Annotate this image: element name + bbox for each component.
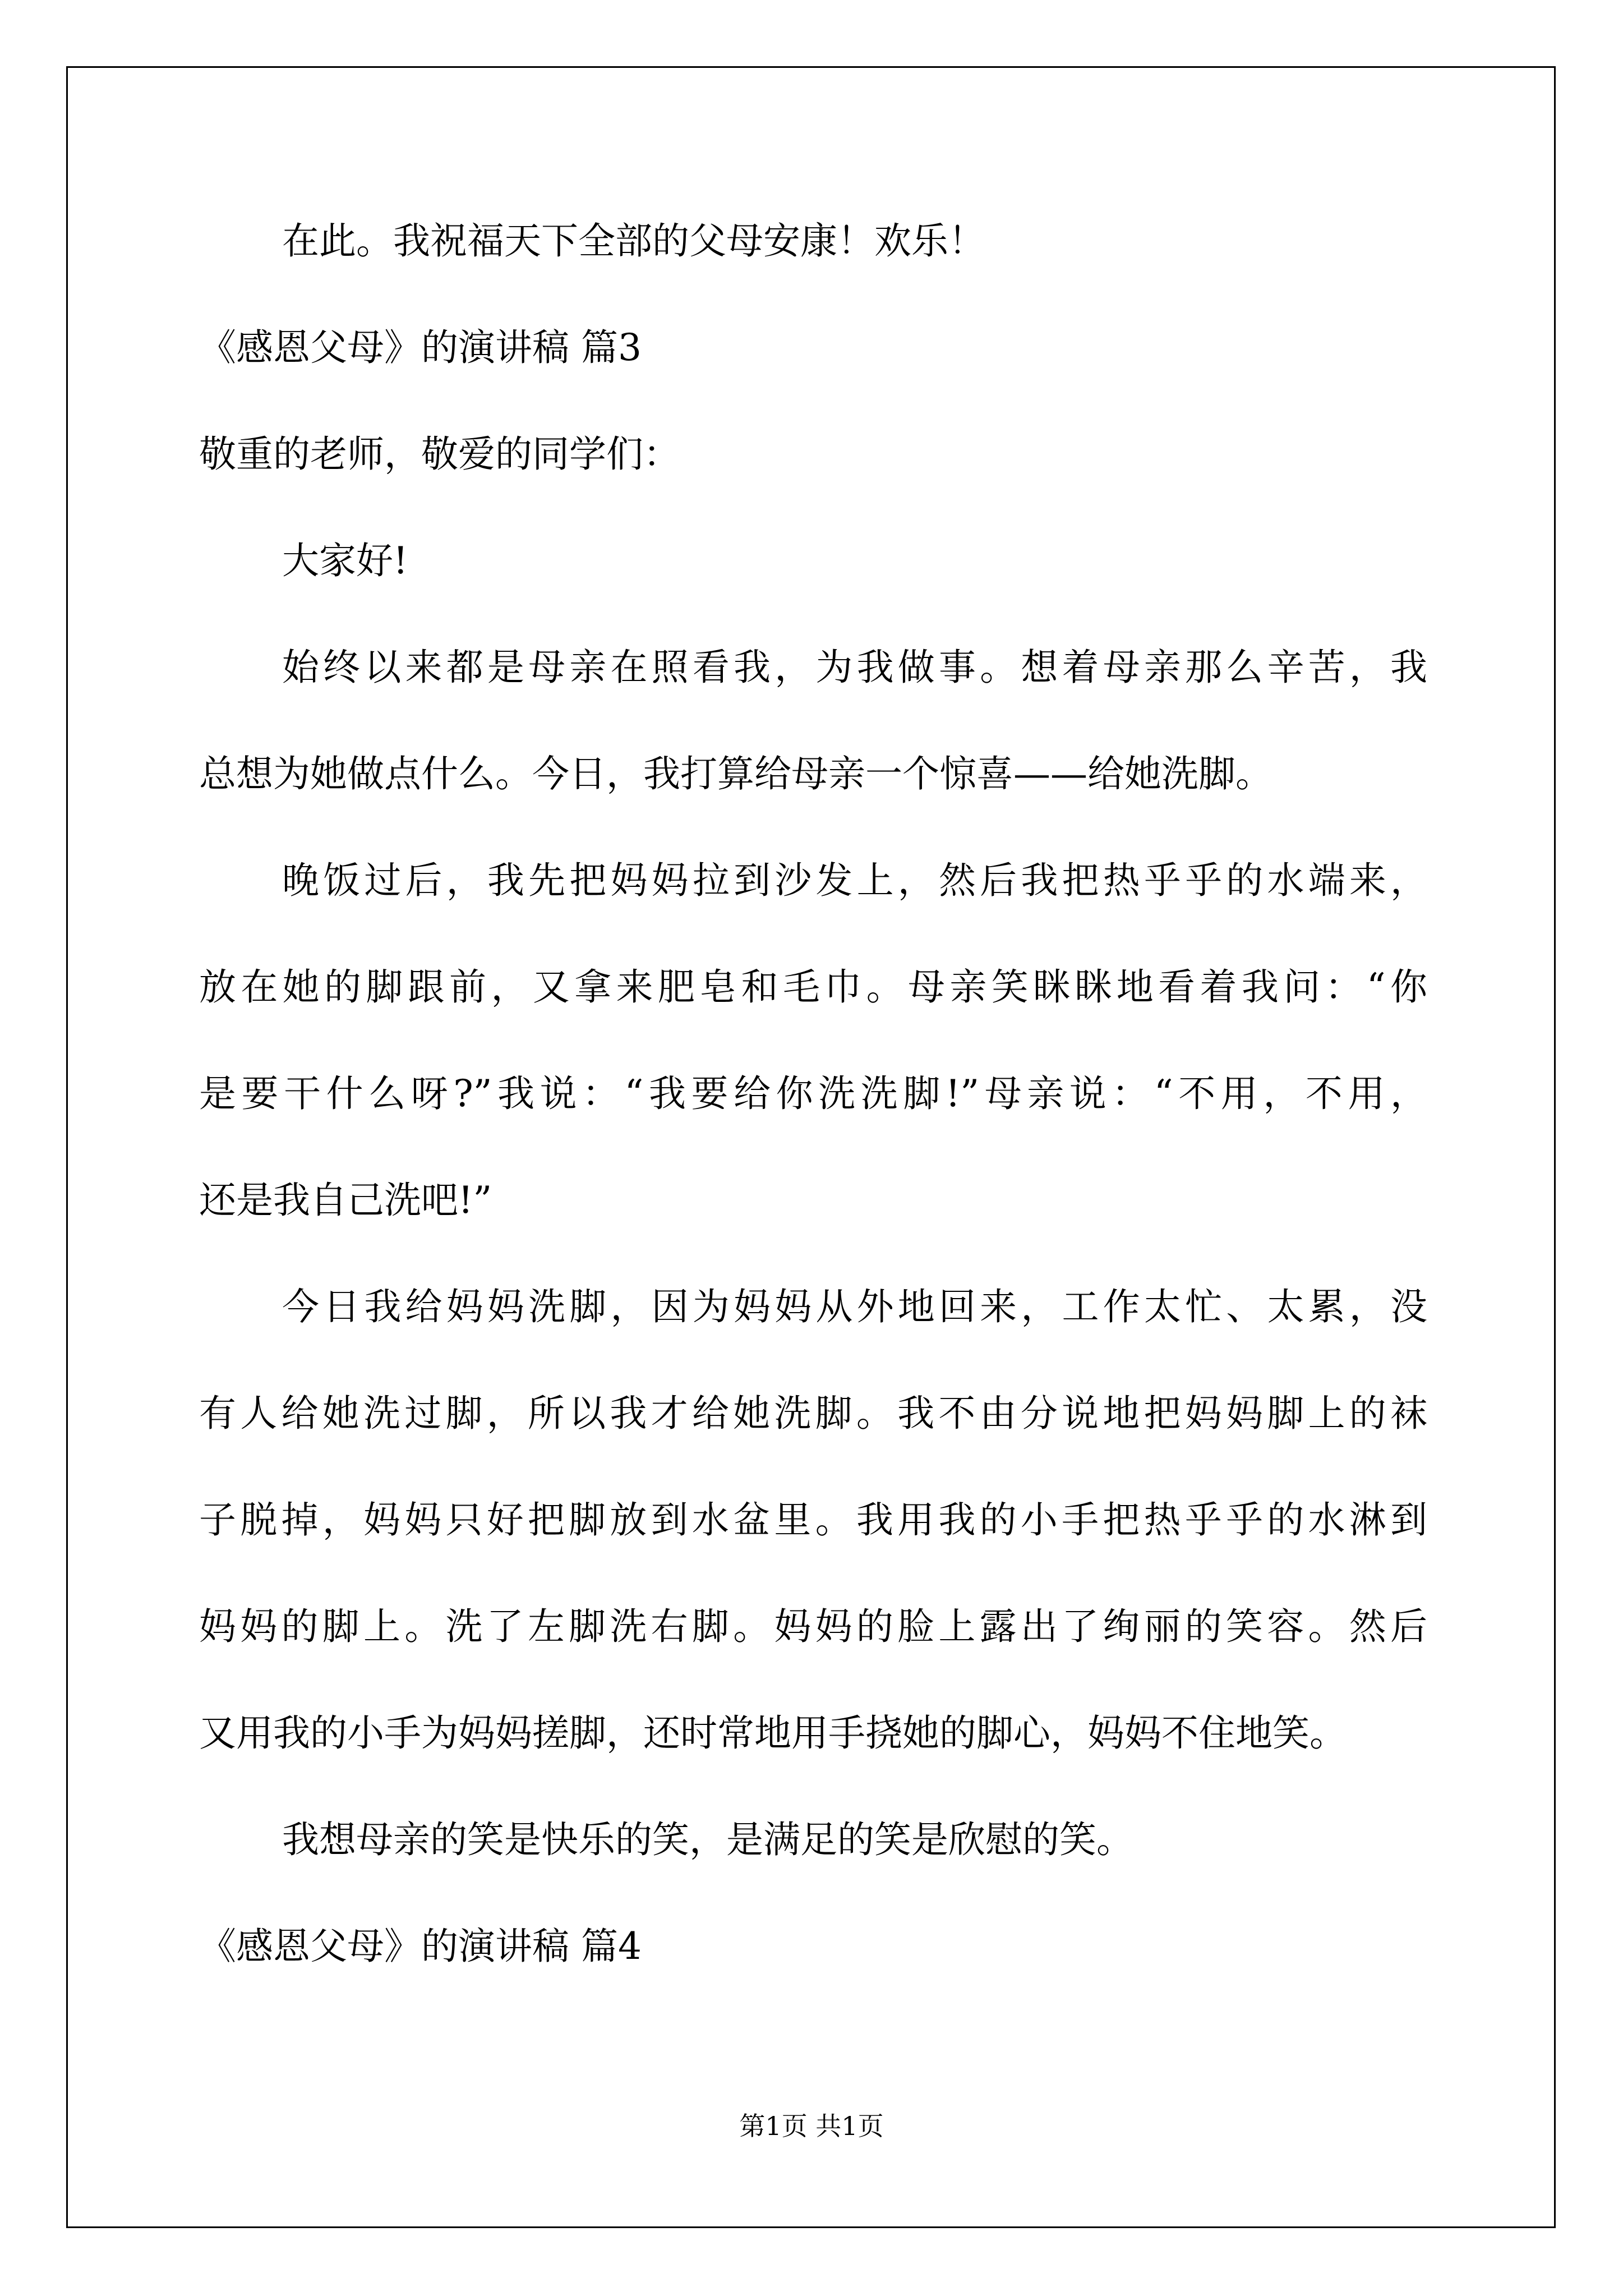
section-heading: 《感恩父母》的演讲稿 篇3 — [199, 326, 642, 369]
paragraph-line: 有人给她洗过脚，所以我才给她洗脚。我不由分说地把妈妈脚上的袜 — [199, 1392, 1427, 1435]
paragraph-line: 妈妈的脚上。洗了左脚洗右脚。妈妈的脸上露出了绚丽的笑容。然后 — [199, 1605, 1427, 1648]
paragraph-line: 晚饭过后，我先把妈妈拉到沙发上，然后我把热乎乎的水端来， — [282, 859, 1427, 902]
paragraph-line: 是要干什么呀?”我说：“我要给你洗洗脚!”母亲说：“不用，不用， — [199, 1072, 1427, 1115]
paragraph-line: 在此。我祝福天下全部的父母安康！欢乐！ — [282, 219, 985, 263]
salutation: 敬重的老师，敬爱的同学们： — [199, 432, 680, 476]
paragraph-line: 放在她的脚跟前，又拿来肥皂和毛巾。母亲笑眯眯地看着我问：“你 — [199, 965, 1427, 1009]
paragraph-line: 始终以来都是母亲在照看我，为我做事。想着母亲那么辛苦，我 — [282, 646, 1427, 689]
paragraph-line: 今日我给妈妈洗脚，因为妈妈从外地回来，工作太忙、太累，没 — [282, 1285, 1427, 1328]
section-heading: 《感恩父母》的演讲稿 篇4 — [199, 1925, 642, 1968]
paragraph-line: 总想为她做点什么。今日，我打算给母亲一个惊喜——给她洗脚。 — [199, 752, 1272, 795]
paragraph-line: 子脱掉，妈妈只好把脚放到水盆里。我用我的小手把热乎乎的水淋到 — [199, 1498, 1427, 1542]
paragraph-line: 还是我自己洗吧!” — [199, 1179, 492, 1222]
page-footer: 第1页 共1页 — [739, 2111, 884, 2141]
paragraph-line: 我想母亲的笑是快乐的笑，是满足的笑是欣慰的笑。 — [282, 1818, 1133, 1861]
document-body — [199, 219, 1433, 2031]
paragraph-line: 又用我的小手为妈妈搓脚，还时常地用手挠她的脚心，妈妈不住地笑。 — [199, 1711, 1347, 1755]
greeting: 大家好! — [282, 539, 408, 582]
